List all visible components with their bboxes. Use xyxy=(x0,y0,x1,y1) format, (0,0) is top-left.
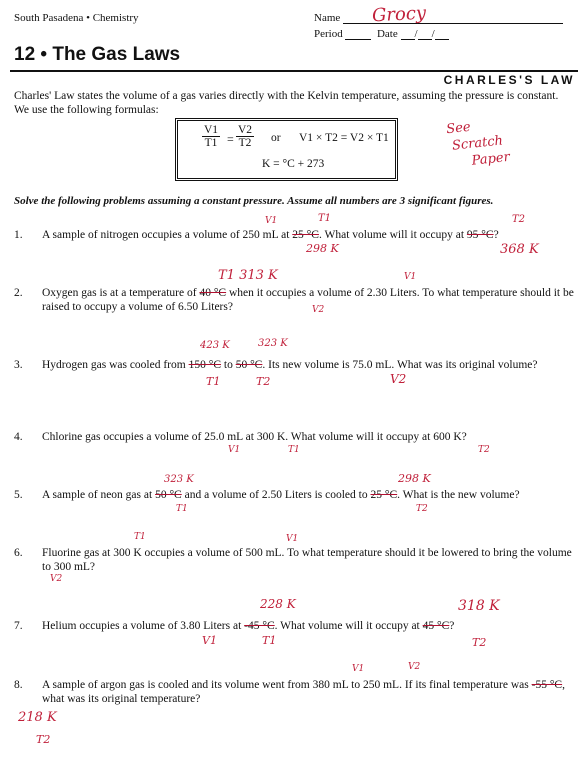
cross-multiply-formula: V1 × T2 = V2 × T1 xyxy=(299,132,389,144)
problem-text xyxy=(42,358,574,372)
annotation-228k: 228 K xyxy=(260,597,296,611)
struck-temperature: 150 °C xyxy=(188,359,221,371)
t1-label: T1 xyxy=(204,137,218,149)
annotation-v1: V1 xyxy=(352,664,365,674)
v2-label: V2 xyxy=(238,124,253,136)
struck-temperature: 25 °C xyxy=(370,489,398,501)
annotation-v1: V1 xyxy=(286,534,299,544)
struck-temperature: 95 °C xyxy=(466,229,494,241)
fraction-v1-t1 xyxy=(202,124,220,149)
problem-text: Chlorine gas occupies a volume of 25.0 mL at 300 K. What volume will it occupy at 600 K? xyxy=(42,431,467,443)
problem-number: 3. xyxy=(14,359,23,371)
annotation-t1: T1 xyxy=(134,532,146,542)
problem-text-part: Hydrogen gas was cooled from xyxy=(42,359,189,371)
problem-text xyxy=(42,488,574,502)
date-month-field xyxy=(401,29,415,40)
problem-text-part: Helium occupies a volume of 3.80 Liters at xyxy=(42,620,245,632)
problem-text-part: ? xyxy=(493,229,499,241)
side-note-line-1: See xyxy=(445,119,472,138)
student-name-handwritten: Grocy xyxy=(371,2,427,27)
problem-number: 7. xyxy=(14,620,23,632)
struck-temperature: -45 °C xyxy=(244,620,275,632)
equals-sign: = xyxy=(227,132,234,146)
annotation-218k: 218 K xyxy=(18,710,57,725)
annotation-t1: T1 xyxy=(318,213,332,224)
problem-text-part: . What volume will it occupy at xyxy=(274,620,423,632)
struck-temperature: 40 °C xyxy=(199,287,227,299)
problem-text xyxy=(42,678,574,706)
problem-text-part: Oxygen gas is at a temperature of xyxy=(42,287,200,299)
annotation-t1-313k: T1 313 K xyxy=(218,268,278,283)
name-label: Name xyxy=(314,12,341,24)
problem-text-part: , what was its original temperature? xyxy=(42,679,565,705)
date-year-field xyxy=(435,29,449,40)
name-row xyxy=(314,12,563,24)
annotation-v1: V1 xyxy=(265,216,278,226)
period-field xyxy=(345,29,371,40)
side-note-handwritten xyxy=(445,115,510,172)
annotation-t1: T1 xyxy=(262,634,277,647)
section-heading: CHARLES'S LAW xyxy=(443,73,575,87)
period-label: Period xyxy=(314,28,343,40)
problem-text-part: and a volume of 2.50 Liters is cooled to xyxy=(181,489,371,501)
annotation-t1: T1 xyxy=(176,504,188,514)
problem-text-part: ? xyxy=(449,620,455,632)
annotation-423k: 423 K xyxy=(200,340,230,351)
annotation-v2: V2 xyxy=(312,305,325,315)
side-note-line-3: Paper xyxy=(471,149,511,169)
title-rule xyxy=(10,70,578,72)
t2-label: T2 xyxy=(238,137,252,149)
problem-text-part: . What is the new volume? xyxy=(397,489,520,501)
annotation-t2: T2 xyxy=(36,733,51,746)
problem-text-part: to xyxy=(221,359,236,371)
problem-text-part: A sample of argon gas is cooled and its volume went from 380 mL to 250 mL. If its final temperature was xyxy=(42,679,532,691)
page-title: 12 • The Gas Laws xyxy=(14,44,181,65)
annotation-v1: V1 xyxy=(202,634,217,647)
annotation-298k: 298 K xyxy=(398,472,431,485)
problem-text-part: . What volume will it occupy at xyxy=(318,229,467,241)
struck-temperature: 25 °C xyxy=(292,229,319,241)
annotation-323k: 323 K xyxy=(164,474,194,485)
period-date-row: Period Date / / xyxy=(314,28,449,40)
annotation-v1: V1 xyxy=(404,272,417,282)
date-label: Date xyxy=(376,28,398,40)
problem-number: 1. xyxy=(14,229,23,241)
annotation-t1: T1 xyxy=(206,375,221,388)
annotation-323k: 323 K xyxy=(258,338,288,349)
annotation-t2: T2 xyxy=(478,445,490,455)
annotation-v1: V1 xyxy=(228,445,241,455)
annotation-t1: T1 xyxy=(288,445,300,455)
problem-number: 6. xyxy=(14,547,23,559)
struck-temperature: 50 °C xyxy=(155,489,182,501)
date-day-field xyxy=(418,29,432,40)
problem-number: 4. xyxy=(14,431,23,443)
kelvin-formula: K = °C + 273 xyxy=(262,158,325,170)
v1-label: V1 xyxy=(204,124,219,136)
struck-temperature: -55 °C xyxy=(531,679,563,691)
problem-text-part: when it occupies a volume of 2.30 Liters. To what temperature should it be raised to occupy a volume of 6.50 Liters? xyxy=(42,287,574,313)
annotation-v2: V2 xyxy=(390,372,407,386)
annotation-t2: T2 xyxy=(416,504,428,514)
fraction-v2-t2 xyxy=(236,124,254,149)
or-label: or xyxy=(271,132,281,144)
problem-text xyxy=(42,619,574,633)
problem-text xyxy=(42,228,574,242)
problem-number: 8. xyxy=(14,679,23,691)
annotation-v2: V2 xyxy=(408,662,421,672)
intro-text: Charles' Law states the volume of a gas varies directly with the Kelvin temperature, assuming the pressure is constant. We use the following formulas: xyxy=(14,90,559,116)
formula-box xyxy=(175,118,398,181)
problem-text-part: A sample of neon gas at xyxy=(42,489,156,501)
instructions: Solve the following problems assuming a constant pressure. Assume all numbers are 3 significant figures. xyxy=(14,195,494,207)
annotation-318k: 318 K xyxy=(458,598,500,614)
annotation-t2: T2 xyxy=(472,636,487,649)
annotation-368k: 368 K xyxy=(500,242,539,257)
problem-number: 5. xyxy=(14,489,23,501)
problem-text: Fluorine gas at 300 K occupies a volume of 500 mL. To what temperature should it be lowered to bring the volume to 300 mL? xyxy=(42,547,572,573)
annotation-t2: T2 xyxy=(256,375,271,388)
side-note-line-2: Scratch xyxy=(451,133,504,154)
problem-text-part: . Its new volume is 75.0 mL. What was its original volume? xyxy=(262,359,538,371)
problem-number: 2. xyxy=(14,287,23,299)
problem-text xyxy=(42,286,574,314)
school-course: South Pasadena • Chemistry xyxy=(14,12,139,24)
annotation-t2: T2 xyxy=(512,214,526,225)
annotation-298k: 298 K xyxy=(306,242,339,255)
struck-temperature: 50 °C xyxy=(235,359,263,371)
problem-text-part: A sample of nitrogen occupies a volume of 250 mL at xyxy=(42,229,293,241)
annotation-v2: V2 xyxy=(50,574,63,584)
struck-temperature: 45 °C xyxy=(422,620,450,632)
